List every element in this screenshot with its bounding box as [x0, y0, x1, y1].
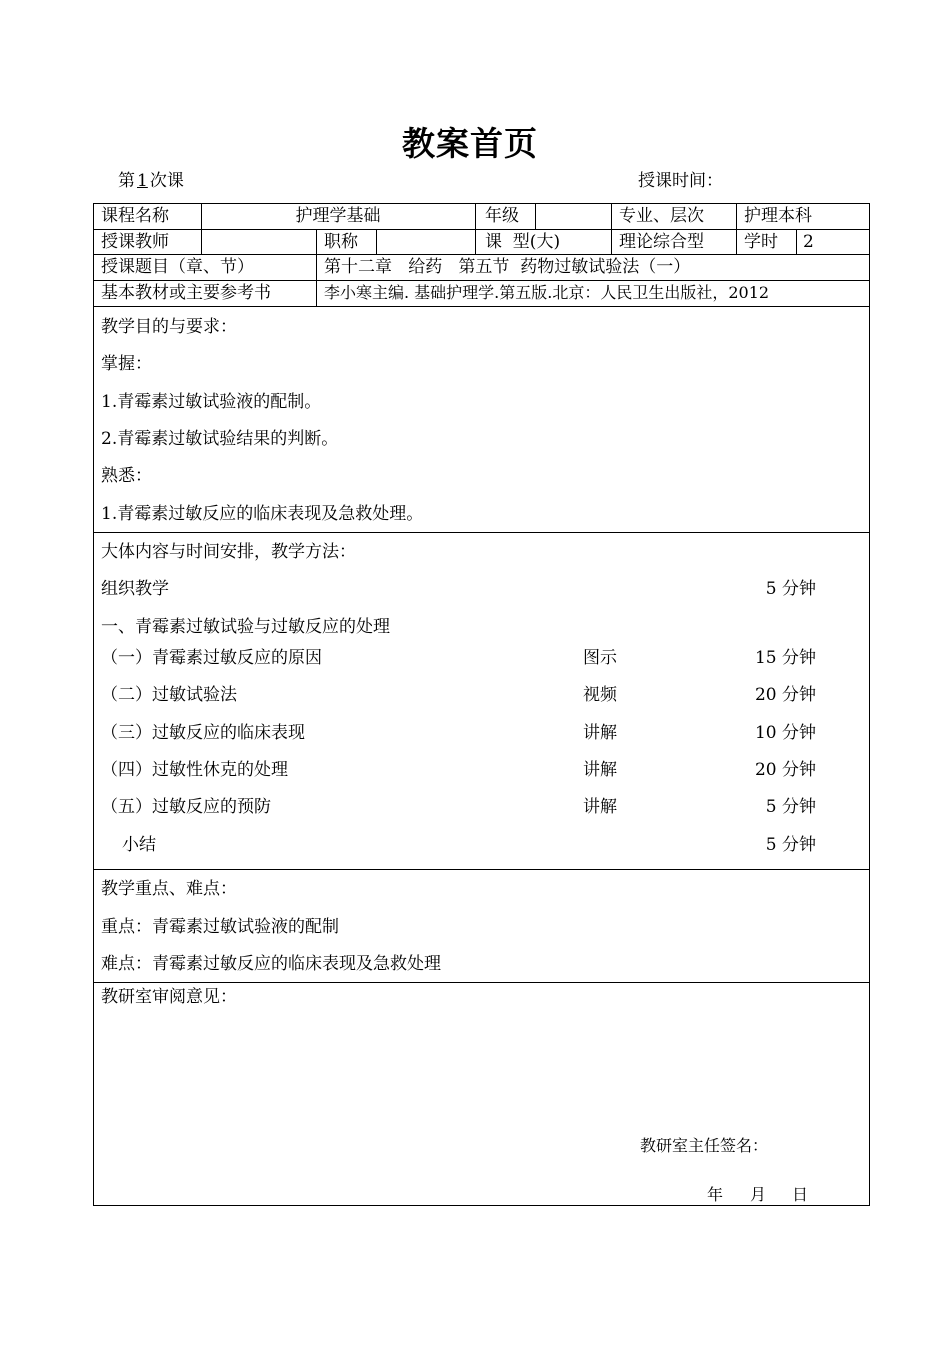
- summary-label: 小结: [122, 835, 156, 855]
- textbook-value: 李小寒主编. 基础护理学.第五版.北京：人民卫生出版社，2012: [324, 283, 770, 302]
- grade-label: 年级: [485, 206, 519, 226]
- objectives-heading: 教学目的与要求：: [101, 317, 237, 337]
- course-type-label: 课 型(大): [485, 232, 561, 252]
- col-divider: [611, 203, 612, 254]
- textbook-label: 基本教材或主要参考书: [101, 283, 271, 303]
- schedule-item-time: 20 分钟: [754, 760, 816, 780]
- master-item: 2.青霉素过敏试验结果的判断。: [101, 429, 339, 449]
- row-divider: [93, 869, 870, 870]
- schedule-item-time: 20 分钟: [754, 685, 816, 705]
- topic-value: 第十二章 给药 第五节 药物过敏试验法（一）: [324, 257, 691, 277]
- date-month: 月: [750, 1185, 767, 1204]
- row-divider: [93, 532, 870, 533]
- key-points-heading: 教学重点、难点：: [101, 879, 237, 899]
- schedule-item-label: （四）过敏性休克的处理: [101, 760, 288, 780]
- organize-label: 组织教学: [101, 579, 169, 599]
- lesson-number-value: 1: [137, 171, 148, 191]
- date-day: 日: [792, 1185, 809, 1204]
- col-divider: [316, 229, 317, 306]
- master-item: 1.青霉素过敏试验液的配制。: [101, 392, 322, 412]
- schedule-item-time: 5 分钟: [765, 797, 816, 817]
- major-label: 专业、层次: [619, 206, 704, 226]
- col-divider: [475, 203, 476, 254]
- course-type-value: 理论综合型: [619, 232, 704, 252]
- schedule-item-method: 讲解: [583, 797, 617, 817]
- review-heading: 教研室审阅意见：: [101, 987, 237, 1007]
- key-point: 重点：青霉素过敏试验液的配制: [101, 917, 339, 937]
- page-title: 教案首页: [402, 124, 538, 163]
- schedule-heading: 大体内容与时间安排，教学方法：: [101, 542, 356, 562]
- familiar-label: 熟悉：: [101, 466, 152, 486]
- hours-value: 2: [803, 232, 814, 252]
- schedule-item-label: （二）过敏试验法: [101, 685, 237, 705]
- schedule-item-label: （五）过敏反应的预防: [101, 797, 271, 817]
- teacher-label: 授课教师: [101, 232, 169, 252]
- schedule-item-method: 讲解: [583, 760, 617, 780]
- course-name-label: 课程名称: [101, 206, 169, 226]
- familiar-item: 1.青霉素过敏反应的临床表现及急救处理。: [101, 504, 424, 524]
- col-divider: [535, 203, 536, 229]
- schedule-item-label: （一）青霉素过敏反应的原因: [101, 648, 322, 668]
- schedule-section: 一、青霉素过敏试验与过敏反应的处理: [101, 617, 390, 637]
- schedule-item-method: 讲解: [583, 723, 617, 743]
- hours-label: 学时: [744, 232, 778, 252]
- course-name-value: 护理学基础: [295, 206, 381, 226]
- organize-time: 5 分钟: [765, 579, 816, 599]
- col-divider: [796, 229, 797, 254]
- master-label: 掌握：: [101, 354, 152, 374]
- row-divider: [93, 982, 870, 983]
- schedule-item-method: 视频: [583, 685, 617, 705]
- job-title-label: 职称: [324, 232, 358, 252]
- major-value: 护理本科: [744, 206, 812, 226]
- date-year: 年: [707, 1185, 724, 1204]
- row-divider: [93, 306, 870, 307]
- summary-time: 5 分钟: [765, 835, 816, 855]
- schedule-item-time: 10 分钟: [754, 723, 816, 743]
- col-divider: [736, 203, 737, 254]
- difficult-point: 难点：青霉素过敏反应的临床表现及急救处理: [101, 954, 441, 974]
- schedule-item-method: 图示: [583, 648, 617, 668]
- schedule-item-time: 15 分钟: [754, 648, 816, 668]
- schedule-item-label: （三）过敏反应的临床表现: [101, 723, 305, 743]
- topic-label: 授课题目（章、节）: [101, 257, 254, 277]
- signature-label: 教研室主任签名：: [640, 1136, 769, 1155]
- lesson-time-label: 授课时间：: [638, 171, 723, 191]
- lesson-number: 第 1 次课: [118, 171, 184, 191]
- col-divider: [376, 229, 377, 254]
